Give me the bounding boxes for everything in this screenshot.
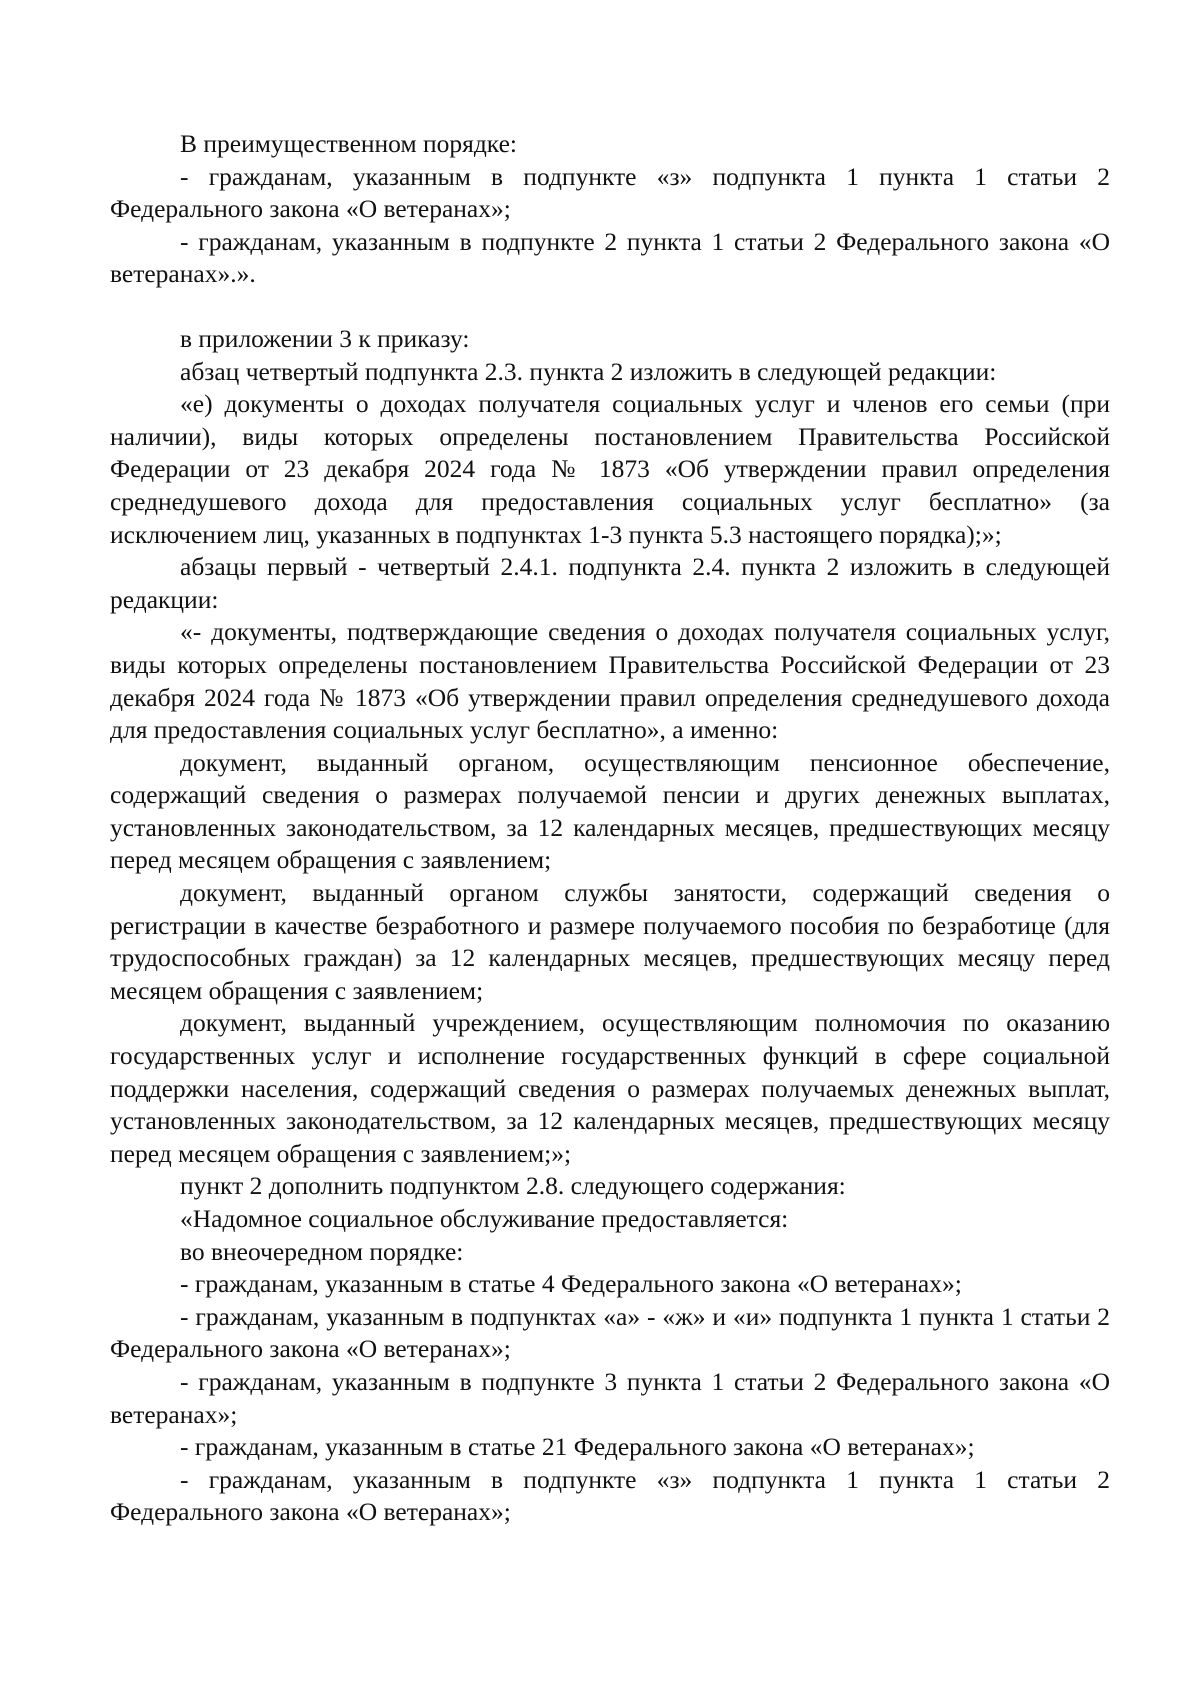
paragraph-list-item: - гражданам, указанным в подпункте «з» подпункта 1 пункта 1 статьи 2 Федерального закона «О ветеранах»; (110, 161, 1110, 224)
paragraph-appendix-3: в приложении 3 к приказу: (180, 323, 470, 353)
paragraph-document-item: документ, выданный органом службы занятости, содержащий сведения о регистрации в качестве безработного и размере получаемого пособия по безработице (для трудоспособных граждан) за 12 календарных месяцев, предшествующих месяцу перед месяцем обращения с заявлением; (110, 878, 1110, 1005)
paragraph-amendment-instruction: абзацы первый - четвертый 2.4.1. подпункта 2.4. пункта 2 изложить в следующей редакции: (110, 552, 1110, 614)
paragraph-document-item: документ, выданный учреждением, осуществляющим полномочия по оказанию государственных услуг и исполнение государственных функций в сфере социальной поддержки населения, содержащий сведения о размерах получаемых денежных выплат, установленных законодательством, за 12 календарных месяцев, предшествующих месяцу перед месяцем обращения с заявлением;»; (110, 1008, 1110, 1168)
paragraph-priority-order-heading: В преимущественном порядке: (180, 129, 517, 158)
paragraph-list-item: - гражданам, указанным в статье 4 Федерального закона «О ветеранах»; (180, 1269, 962, 1299)
paragraph-amendment-instruction: пункт 2 дополнить подпунктом 2.8. следующего содержания: (180, 1171, 846, 1201)
paragraph-home-service-heading: «Надомное социальное обслуживание предоставляется: (180, 1204, 789, 1233)
paragraph-list-item: - гражданам, указанным в подпункте «з» подпункта 1 пункта 1 статьи 2 Федерального закона «О ветеранах»; (110, 1464, 1110, 1527)
document-body (110, 128, 1110, 1529)
paragraph-gap (110, 291, 1110, 323)
paragraph-list-item: - гражданам, указанным в подпункте 3 пункта 1 статьи 2 Федерального закона «О ветеранах»; (110, 1366, 1110, 1429)
paragraph-list-item: - гражданам, указанным в статье 21 Федерального закона «О ветеранах»; (180, 1432, 975, 1462)
paragraph-amendment-text: «е) документы о доходах получателя социальных услуг и членов его семьи (при наличии), виды которых определены постановлением Правительства Российской Федерации от 23 декабря 2024 года № 1873 «Об утверждении правил определения среднедушевого дохода для предоставления социальных услуг бесплатно» (за исключением лиц, указанных в подпунктах 1-3 пункта 5.3 настоящего порядка);»; (110, 389, 1110, 549)
paragraph-amendment-text: «- документы, подтверждающие сведения о доходах получателя социальных услуг, виды которых определены постановлением Правительства Российской Федерации от 23 декабря 2024 года № 1873 «Об утверждении правил определения среднедушевого дохода для предоставления социальных услуг бесплатно», а именно: (110, 617, 1110, 745)
paragraph-amendment-instruction: абзац четвертый подпункта 2.3. пункта 2 изложить в следующей редакции: (180, 356, 997, 386)
paragraph-document-item: документ, выданный органом, осуществляющим пенсионное обеспечение, содержащий сведения о размерах получаемой пенсии и других денежных выплатах, установленных законодательством, за 12 календарных месяцев, предшествующих месяцу перед месяцем обращения с заявлением; (110, 747, 1110, 875)
paragraph-list-item: - гражданам, указанным в подпунктах «а» - «ж» и «и» подпункта 1 пункта 1 статьи 2 Федерального закона «О ветеранах»; (110, 1301, 1110, 1364)
paragraph-priority-heading: во внеочередном порядке: (180, 1236, 464, 1266)
paragraph-list-item: - гражданам, указанным в подпункте 2 пункта 1 статьи 2 Федерального закона «О ветеранах».». (110, 226, 1110, 289)
